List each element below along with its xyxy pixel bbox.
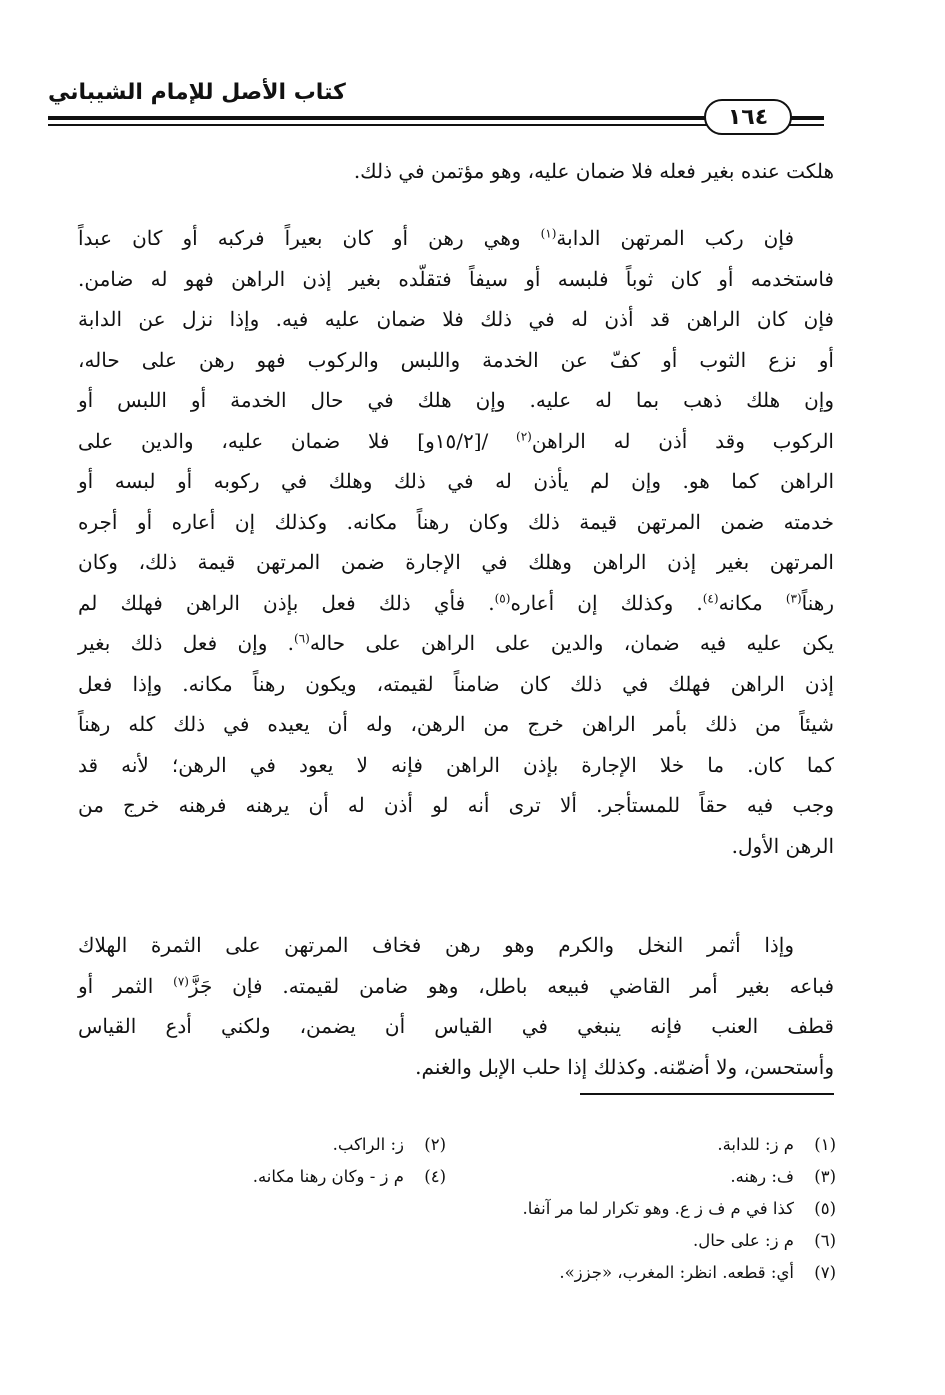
text-segment: وأستحسن، ولا أضمّنه. وكذلك إذا حلب الإبل والغنم. xyxy=(415,1054,834,1079)
footnote-number: (٣) xyxy=(814,1166,836,1186)
text-line xyxy=(78,461,834,502)
text-line xyxy=(78,380,834,421)
intro-paragraph xyxy=(78,151,834,192)
text-segment: خدمته ضمن المرتهن قيمة ذلك وكان رهناً مكانه. وكذلك إن أعاره أو أجره xyxy=(78,509,834,534)
footnote-text: ف: رهنه. xyxy=(730,1166,794,1186)
footnote-number: (١) xyxy=(814,1134,836,1154)
footnote-separator xyxy=(580,1093,834,1095)
text-line xyxy=(78,218,834,259)
footnote-text: أي: قطعه. انظر: المغرب، «جزز». xyxy=(559,1262,794,1282)
footnote xyxy=(253,1167,446,1186)
text-segment: إذن الراهن فهلك في ذلك كان ضامناً لقيمته، ويكون رهناً مكانه. وإذا فعل xyxy=(78,671,834,696)
text-segment: وإذا أثمر النخل والكرم وهو رهن فخاف المرتهن على الثمرة الهلاك xyxy=(78,933,794,957)
text-segment: وهي رهن أو كان بعيراً فركبه أو كان عبداً xyxy=(78,226,541,250)
footnote-number: (٦) xyxy=(814,1230,836,1250)
footnote-marker: (٦) xyxy=(294,631,310,646)
running-title: كتاب الأصل للإمام الشيباني xyxy=(48,80,346,105)
footnote-row xyxy=(60,1256,836,1288)
footnote-marker: (٤) xyxy=(702,590,719,605)
text-line xyxy=(78,623,834,664)
footnote xyxy=(559,1263,836,1282)
text-segment: مكانه xyxy=(718,590,786,615)
footnote xyxy=(446,1167,836,1186)
text-segment: . وإن فعل ذلك بغير xyxy=(78,631,295,655)
footnote-number: (٥) xyxy=(814,1198,836,1218)
text-segment: يكن عليه فيه ضمان، والدين على الراهن على حاله xyxy=(309,631,834,655)
text-line xyxy=(78,299,834,340)
text-segment: شيئاً من ذلك بأمر الراهن خرج من الرهن، وله أن يعيده في ذلك كله رهناً xyxy=(78,712,834,736)
text-segment: فباعه بغير أمر القاضي فبيعه باطل، وهو ضامن لقيمته. فإن جَزَّ xyxy=(188,973,834,998)
footnote-text: م ز - وكان رهنا مكانه. xyxy=(252,1166,404,1186)
footnote-row xyxy=(60,1224,836,1256)
text-line xyxy=(78,421,834,462)
footnote-marker: (٣) xyxy=(785,590,802,605)
text-line xyxy=(78,745,834,786)
text-segment: الركوب وقد أذن له الراهن xyxy=(531,428,834,453)
footnote-row xyxy=(60,1128,836,1160)
text-segment: فإن كان الراهن قد أذن له في ذلك فلا ضمان عليه فيه. وإذا نزل عن الدابة xyxy=(78,307,834,331)
text-line xyxy=(78,664,834,705)
footnotes xyxy=(60,1128,836,1288)
text-line xyxy=(78,1047,834,1088)
text-line xyxy=(78,966,834,1007)
footnote-marker: (٥) xyxy=(494,590,511,605)
text-line xyxy=(78,704,834,745)
text-segment: أو نزع الثوب أو كفّ عن الخدمة واللبس والركوب فهو رهن على حاله، xyxy=(78,347,834,372)
footnote-text: م ز: على حال. xyxy=(693,1230,794,1250)
text-line xyxy=(78,542,834,583)
footnote-marker: (١) xyxy=(540,226,557,241)
footnote xyxy=(523,1199,836,1218)
text-line xyxy=(78,785,834,826)
footnote-text: كذا في م ف ز ع. وهو تكرار لما مر آنفا. xyxy=(522,1198,794,1218)
paragraph-2 xyxy=(78,925,834,1087)
text-line: هلكت عنده بغير فعله فلا ضمان عليه، وهو مؤتمن في ذلك. xyxy=(353,159,834,183)
footnote xyxy=(693,1231,836,1250)
text-segment: . وكذلك إن أعاره xyxy=(510,590,703,615)
footnote-row xyxy=(60,1192,836,1224)
text-segment: . فأي ذلك فعل بإذن الراهن فهلك لم xyxy=(78,590,495,615)
text-line xyxy=(78,583,834,624)
text-segment: /[١٥/٢و] فلا ضمان عليه، والدين على xyxy=(78,428,517,453)
page-number: ١٦٤ xyxy=(704,99,792,135)
footnote-text: م ز: للدابة. xyxy=(717,1134,794,1154)
text-segment: الرهن الأول. xyxy=(731,833,834,858)
text-line xyxy=(78,1006,834,1047)
text-segment: رهناً xyxy=(801,590,834,615)
paragraph-1 xyxy=(78,218,834,866)
text-line xyxy=(78,259,834,300)
footnote-number: (٢) xyxy=(424,1134,446,1154)
text-line xyxy=(78,826,834,867)
text-segment: المرتهن بغير إذن الراهن وهلك في الإجارة ضمن المرتهن قيمة ذلك، وكان xyxy=(78,550,834,574)
footnote-marker: (٢) xyxy=(516,428,532,443)
footnote xyxy=(333,1135,446,1154)
text-segment: قطف العنب فإنه ينبغي في القياس أن يضمن، ولكني أدع القياس xyxy=(78,1014,834,1038)
text-line xyxy=(78,502,834,543)
text-segment: الثمر أو xyxy=(78,973,174,998)
footnote-marker: (٧) xyxy=(173,973,189,988)
text-segment: الراهن كما هو. وإن لم يأذن له في ذلك وهلك في ركوبه أو لبسه أو xyxy=(78,469,834,493)
text-line xyxy=(78,925,834,966)
footnote-number: (٤) xyxy=(424,1166,446,1186)
text-segment: فاستخدمه أو كان ثوباً فلبسه أو سيفاً فتقلّده بغير إذن الراهن فهو له ضامن. xyxy=(78,266,834,291)
text-segment: فإن ركب المرتهن الدابة xyxy=(556,226,795,250)
text-line xyxy=(78,340,834,381)
footnote-row xyxy=(60,1160,836,1192)
footnote-number: (٧) xyxy=(814,1262,836,1282)
text-segment: وجب فيه حقاً للمستأجر. ألا ترى أنه لو أذن له أن يرهنه فرهنه خرج من xyxy=(78,793,834,817)
footnote xyxy=(446,1135,836,1154)
text-segment: وإن هلك ذهب بما له عليه. وإن هلك في حال الخدمة أو اللبس أو xyxy=(78,388,834,412)
footnote-text: ز: الراكب. xyxy=(332,1134,404,1154)
text-segment: كما كان. ما خلا الإجارة بإذن الراهن فإنه لا يعود في الرهن؛ لأنه قد xyxy=(78,752,834,777)
